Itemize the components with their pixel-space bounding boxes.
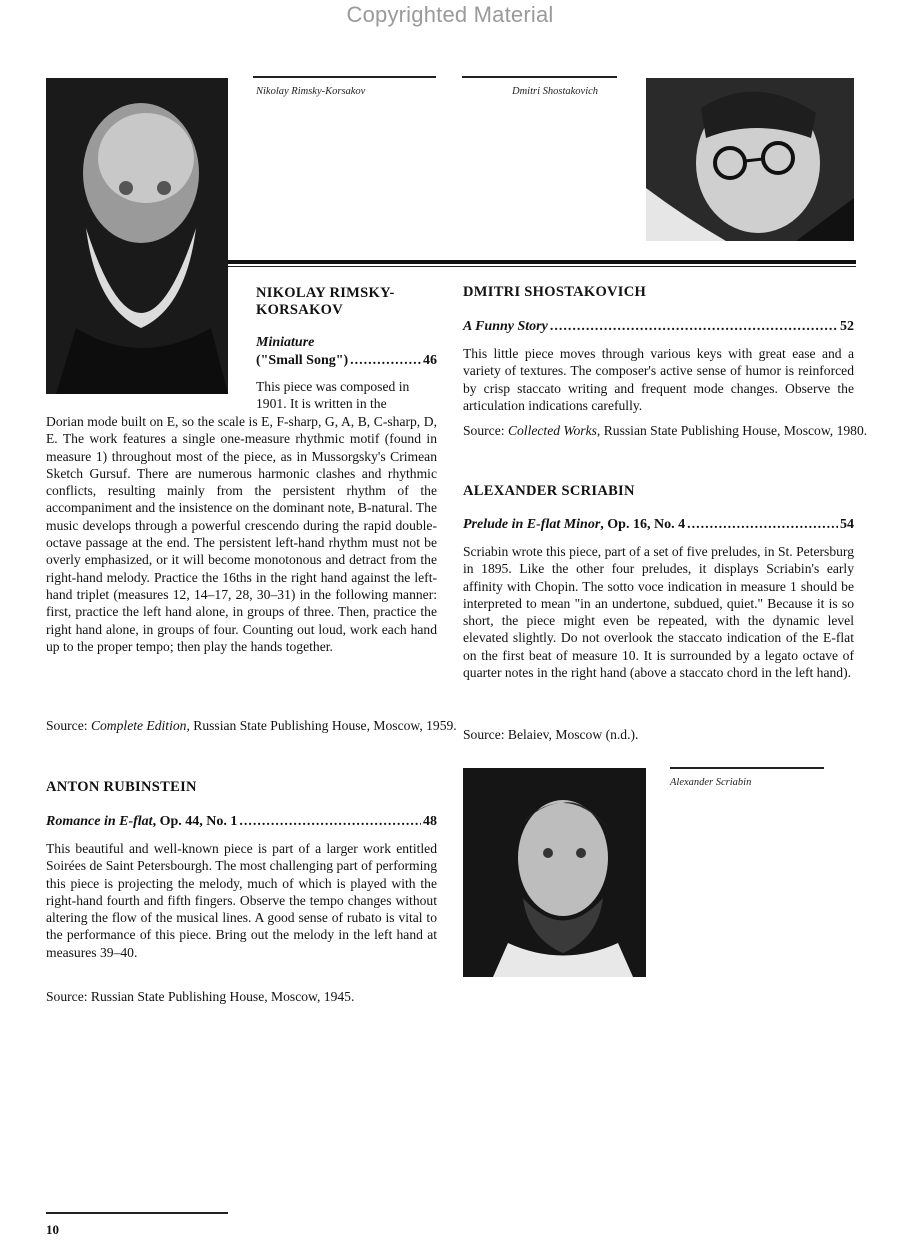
- caption-shostakovich: Dmitri Shostakovich: [512, 86, 599, 97]
- caption-rule-shostakovich: [462, 76, 617, 78]
- shostakovich-piece-title: A Funny Story: [463, 319, 548, 334]
- caption-rule-rimsky: [253, 76, 436, 78]
- shostakovich-page-number: 52: [840, 319, 854, 334]
- rimsky-page-number: 46: [423, 353, 437, 368]
- rimsky-source-label: Source:: [46, 718, 88, 733]
- footer-rule: [46, 1212, 228, 1214]
- shostakovich-piece-entry: [463, 318, 854, 336]
- rimsky-heading-line2: KORSAKOV: [256, 302, 343, 318]
- caption-rule-scriabin: [670, 767, 824, 769]
- shostakovich-source-label: Source:: [463, 423, 505, 438]
- scriabin-piece-opus: , Op. 16, No. 4: [600, 517, 686, 532]
- rimsky-heading: [256, 285, 446, 319]
- shostakovich-source: [463, 422, 900, 439]
- rimsky-source: [46, 717, 497, 734]
- shostakovich-photo: [646, 78, 854, 241]
- rubinstein-page-number: 48: [423, 814, 437, 829]
- scriabin-piece-title: Prelude in E-flat Minor: [463, 517, 601, 532]
- rimsky-korsakov-photo: [46, 78, 228, 394]
- rimsky-source-title: Complete Edition: [90, 718, 187, 733]
- rubinstein-body: This beautiful and well-known piece is part of a larger work entitled Soirées de Saint Petersbourgh. The most challenging part of performing this piece is projecting the melody, much of which is played with the right-hand fourth and fifth fingers. Observe the tempo changes without altering the flow of the musical lines. A good sense of rubato is vital to the performance of this piece. Bring out the melody in the left hand at measures 39–40.: [46, 841, 437, 960]
- scriabin-page-number: 54: [840, 517, 854, 532]
- section-divider: [228, 260, 856, 264]
- shostakovich-source-rest: , Russian State Publishing House, Moscow, 1980.: [596, 423, 868, 438]
- rubinstein-piece-entry: [46, 813, 437, 831]
- caption-rimsky: Nikolay Rimsky-Korsakov: [256, 86, 366, 97]
- caption-scriabin: Alexander Scriabin: [670, 777, 752, 788]
- rimsky-body: Dorian mode built on E, so the scale is E, F-sharp, G, A, B, C-sharp, D, E. The work features a single one-measure rhythmic motif (found in measure 1) throughout most of the piece, as in Mussorgsky's Crimean Sketch Gursuf. There are numerous harmonic clashes and rhythmic conflicts, resulting mainly from the persistent rhythm of the accompaniment and the insistence on the dominant note, B-natural. The music develops through a powerful crescendo during the rapid double-octave passage at the end. The persistent left-hand rhythm must not be overly emphasized, or it will become monotonous and detract from the right-hand melody. Practice the 16ths in the right hand against the left-hand triplet (measures 12, 14–17, 28, 30–31) in the following manner: first, practice the left hand alone, in groups of three. Then, practice the right hand alone, in groups of four. Counting out loud, work each hand up to the proper tempo; then play the hands together.: [46, 414, 437, 654]
- rubinstein-piece-title: Romance in E-flat: [46, 814, 153, 829]
- scriabin-source: Source: Belaiev, Moscow (n.d.).: [463, 727, 639, 742]
- rimsky-piece-entry: [256, 334, 437, 370]
- rimsky-piece-title: Miniature: [256, 335, 315, 350]
- scriabin-piece-entry: [463, 516, 854, 534]
- rimsky-intro-line1: This piece was composed in: [256, 379, 410, 394]
- section-divider-thin: [228, 266, 856, 267]
- copyright-watermark: Copyrighted Material: [346, 2, 554, 27]
- rimsky-intro-line2: 1901. It is written in the: [256, 396, 387, 412]
- scriabin-photo: [463, 768, 646, 977]
- shostakovich-heading: DMITRI SHOSTAKOVICH: [463, 284, 647, 300]
- scriabin-heading: ALEXANDER SCRIABIN: [463, 483, 635, 499]
- rimsky-source-rest: , Russian State Publishing House, Moscow, 1959.: [186, 718, 457, 733]
- shostakovich-source-title: Collected Works: [507, 423, 597, 438]
- rubinstein-source: Source: Russian State Publishing House, Moscow, 1945.: [46, 989, 355, 1004]
- rubinstein-heading: ANTON RUBINSTEIN: [46, 779, 197, 795]
- page-number: 10: [46, 1222, 59, 1237]
- rimsky-intro: [256, 378, 437, 413]
- scriabin-body: Scriabin wrote this piece, part of a set of five preludes, in St. Petersburg in 1895. Like the other four preludes, it displays Scriabin's early affinity with Chopin. The sotto voce indication in measure 1 should be interpreted to mean "in an undertone, subdued, quiet." Because it is so short, the piece might even be repeated, with the dynamic level elevated slightly. Do not overlook the staccato indication of the E-flat on the first beat of measure 10. It is surrounded by a legato octave of quarter notes in the right hand (above a staccato chord in the left hand).: [463, 544, 854, 681]
- shostakovich-body: This little piece moves through various keys with great ease and a variety of textures. The composer's active sense of humor is reinforced by crisp staccato writing and frequent mode changes. Observe the articulation indications carefully.: [463, 346, 854, 413]
- rubinstein-piece-opus: , Op. 44, No. 1: [152, 814, 238, 829]
- rimsky-piece-subtitle: ("Small Song"): [256, 353, 349, 368]
- rimsky-heading-line1: NIKOLAY RIMSKY-: [256, 285, 395, 301]
